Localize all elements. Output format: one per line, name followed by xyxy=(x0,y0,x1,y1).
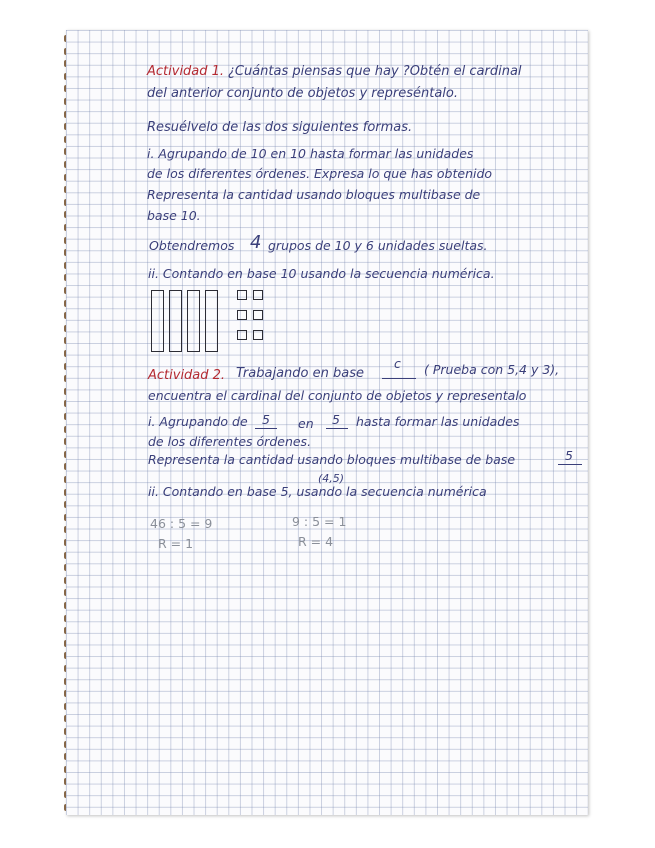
unit-cube xyxy=(237,310,247,320)
actividad-1-result-groups: 4 xyxy=(250,232,262,253)
actividad-2-title: Actividad 2. xyxy=(148,368,226,383)
actividad-2-part-ii-note: (4,5) xyxy=(318,472,345,485)
actividad-2-hint: ( Prueba con 5,4 y 3), xyxy=(424,362,560,377)
unit-cube xyxy=(253,290,263,300)
calc-2-remainder: R = 4 xyxy=(298,534,334,549)
ten-rod xyxy=(187,290,200,352)
unit-cube xyxy=(237,330,247,340)
actividad-2-line2: encuentra el cardinal del conjunto de objetos y representalo xyxy=(148,388,527,403)
actividad-1-instruction: Resuélvelo de las dos siguientes formas. xyxy=(147,120,413,135)
calc-1-remainder: R = 1 xyxy=(158,536,194,551)
actividad-1-title: Actividad 1. xyxy=(147,64,225,79)
actividad-2-part-i-base: 5 xyxy=(565,448,573,463)
unit-cube xyxy=(253,330,263,340)
actividad-1-result-suffix: grupos de 10 y 6 unidades sueltas. xyxy=(268,238,488,253)
actividad-2-line1: Trabajando en base xyxy=(236,366,364,381)
actividad-1-question-line1: ¿Cuántas piensas que hay ?Obtén el cardinal xyxy=(228,64,522,79)
calc-1: 46 : 5 = 9 xyxy=(150,516,213,531)
actividad-1-part-ii: ii. Contando en base 10 usando la secuencia numérica. xyxy=(148,266,495,281)
val2-underline xyxy=(326,428,348,429)
unit-cube xyxy=(253,310,263,320)
actividad-1-part-i-line3: Representa la cantidad usando bloques multibase de xyxy=(147,187,481,202)
actividad-2-part-i-suffix: hasta formar las unidades xyxy=(356,414,520,429)
ten-rod xyxy=(151,290,164,352)
actividad-2-part-i-line3: Representa la cantidad usando bloques multibase de base xyxy=(148,452,516,467)
actividad-2-part-i-prefix: i. Agrupando de xyxy=(148,414,248,429)
base-blank-underline xyxy=(382,378,416,379)
actividad-2-part-ii: ii. Contando en base 5, usando la secuencia numérica xyxy=(148,484,487,499)
actividad-1-part-i-line2: de los diferentes órdenes. Expresa lo que has obtenido xyxy=(147,166,493,181)
val1-underline xyxy=(255,428,277,429)
unit-cube xyxy=(237,290,247,300)
ten-rod xyxy=(169,290,182,352)
actividad-2-base-placeholder: c xyxy=(394,356,401,371)
actividad-2-part-i-mid: en xyxy=(298,416,314,431)
ten-rod xyxy=(205,290,218,352)
actividad-1-part-i-line1: i. Agrupando de 10 en 10 hasta formar las unidades xyxy=(147,146,474,161)
actividad-1-result-prefix: Obtendremos xyxy=(149,238,235,253)
actividad-2-part-i-val1: 5 xyxy=(262,412,270,427)
calc-2: 9 : 5 = 1 xyxy=(292,514,347,529)
actividad-2-part-i-line2: de los diferentes órdenes. xyxy=(148,434,312,449)
actividad-1-question-line2: del anterior conjunto de objetos y represéntalo. xyxy=(147,86,458,101)
actividad-1-part-i-line4: base 10. xyxy=(147,208,201,223)
base-underline xyxy=(558,464,582,465)
actividad-2-part-i-val2: 5 xyxy=(332,412,340,427)
